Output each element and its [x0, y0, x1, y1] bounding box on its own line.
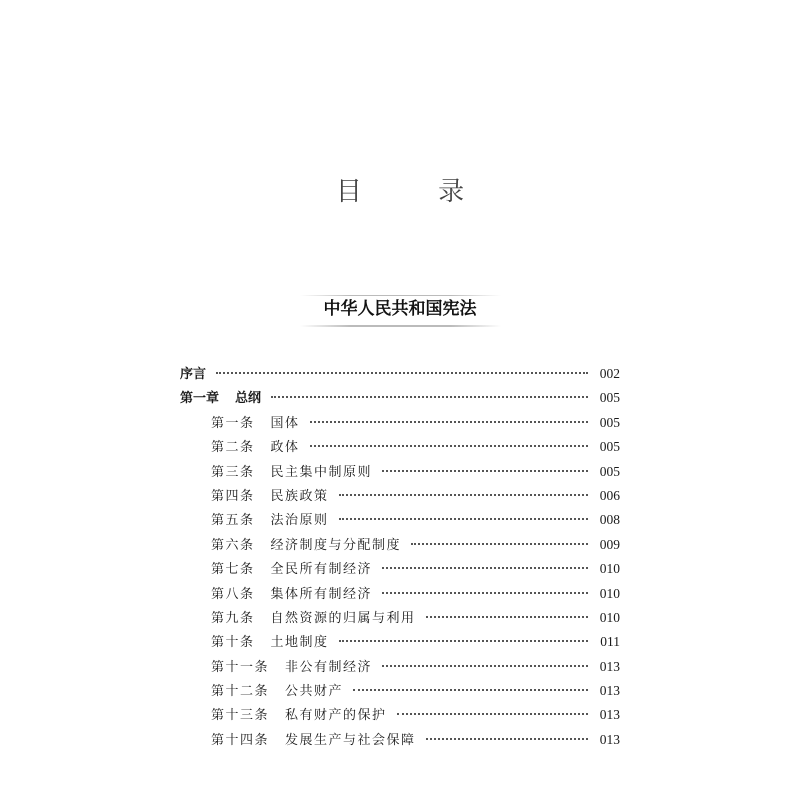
toc-entry[interactable] [180, 460, 620, 484]
toc-entry-article: 第一章 [180, 391, 220, 407]
toc-dot-leader [411, 543, 588, 545]
toc-dot-leader [271, 396, 588, 398]
toc-dot-leader [382, 665, 588, 667]
toc-entry-label [211, 461, 372, 485]
toc-entry[interactable] [180, 435, 620, 459]
toc-entry-label [211, 631, 329, 655]
toc-entry-page: 005 [599, 439, 620, 455]
toc-entry-name: 国体 [270, 415, 300, 431]
toc-entry-name: 全民所有制经济 [270, 562, 373, 578]
toc-entry-label [211, 680, 343, 704]
toc-entry-page: 010 [599, 609, 620, 625]
toc-entry-label [211, 704, 387, 728]
toc-entry-name: 经济制度与分配制度 [270, 537, 402, 553]
toc-entry-name: 民族政策 [270, 488, 329, 504]
toc-dot-leader [339, 518, 588, 520]
toc-entry-label [211, 558, 372, 582]
toc-entry-article: 第五条 [211, 513, 255, 529]
toc-entry[interactable] [180, 411, 620, 435]
toc-entry-article: 第四条 [211, 488, 255, 504]
toc-entry-article: 第十二条 [211, 684, 270, 700]
toc-entry[interactable] [180, 630, 620, 654]
toc-entry-label [211, 412, 300, 436]
toc-entry-article: 第十四条 [211, 732, 270, 748]
toc-dot-leader [426, 738, 588, 740]
toc-dot-leader [216, 372, 588, 374]
toc-entry-name: 自然资源的归属与利用 [270, 610, 416, 626]
toc-entry-name: 政体 [270, 440, 300, 456]
toc-dot-leader [382, 567, 588, 569]
toc-entry-label [180, 387, 261, 411]
toc-entry-page: 009 [599, 536, 620, 552]
toc-entry-article: 第十条 [211, 635, 255, 651]
toc-entry[interactable] [180, 728, 620, 752]
toc-entry-page: 013 [599, 658, 620, 674]
toc-entry[interactable] [180, 508, 620, 532]
toc-dot-leader [382, 592, 588, 594]
toc-entry-article: 第十一条 [211, 659, 270, 675]
toc-dot-leader [339, 640, 588, 642]
toc-entry[interactable] [180, 557, 620, 581]
toc-entry-label [211, 509, 329, 533]
toc-entry-article: 第十三条 [211, 708, 270, 724]
page-title: 目 录 [335, 177, 499, 207]
toc-entry-label [211, 534, 401, 558]
toc-entry-page: 002 [599, 366, 620, 381]
toc-entry-article: 第二条 [211, 440, 255, 456]
toc-entry-page: 013 [599, 683, 620, 699]
toc-dot-leader [382, 470, 588, 472]
toc-entry-article: 第九条 [211, 610, 255, 626]
toc-dot-leader [353, 689, 588, 691]
toc-entry-name: 私有财产的保护 [285, 708, 387, 724]
toc-entry-page: 010 [599, 561, 620, 577]
toc-entry-page: 013 [599, 707, 620, 723]
toc-entry-article: 第三条 [211, 464, 255, 480]
toc-entry-name: 集体所有制经济 [270, 586, 373, 602]
toc-entry-page: 005 [599, 414, 620, 430]
toc-entry[interactable] [180, 582, 620, 606]
toc-entry-label [211, 436, 300, 460]
toc-dot-leader [426, 616, 588, 618]
toc-entry[interactable] [180, 679, 620, 703]
book-title-block [0, 294, 800, 324]
toc-entry-label [180, 363, 206, 387]
toc-entry-label [211, 607, 416, 631]
table-of-contents [180, 362, 620, 752]
toc-entry-page: 005 [599, 390, 620, 406]
toc-entry-article: 第七条 [211, 562, 255, 578]
toc-entry-name: 公共财产 [285, 684, 344, 700]
toc-entry[interactable] [180, 386, 620, 410]
toc-entry[interactable] [180, 533, 620, 557]
toc-entry-label [211, 729, 416, 753]
toc-entry-page: 013 [599, 731, 620, 747]
toc-entry-article: 第八条 [211, 586, 255, 602]
toc-entry[interactable] [180, 703, 620, 727]
toc-dot-leader [310, 445, 588, 447]
toc-entry-article: 第一条 [211, 415, 255, 431]
toc-entry-label [211, 485, 329, 509]
toc-entry[interactable] [180, 655, 620, 679]
toc-entry-article: 第六条 [211, 537, 255, 553]
toc-entry-name: 土地制度 [270, 635, 329, 651]
toc-entry-page: 006 [599, 487, 620, 503]
toc-entry-label [211, 583, 372, 607]
toc-entry-article: 序言 [180, 367, 207, 382]
toc-entry-label [211, 656, 372, 680]
toc-entry-page: 010 [599, 585, 620, 601]
toc-entry[interactable] [180, 362, 620, 386]
toc-dot-leader [339, 494, 588, 496]
toc-entry-page: 005 [599, 463, 620, 479]
toc-entry[interactable] [180, 606, 620, 630]
book-title: 中华人民共和国宪法 [318, 294, 483, 324]
toc-entry-name: 非公有制经济 [285, 659, 373, 675]
toc-entry-page: 008 [599, 512, 620, 528]
toc-entry-name: 总纲 [235, 391, 262, 407]
toc-dot-leader [397, 713, 588, 715]
toc-entry-page: 011 [600, 634, 620, 650]
toc-entry-name: 发展生产与社会保障 [285, 732, 416, 748]
toc-dot-leader [310, 421, 588, 423]
toc-entry[interactable] [180, 484, 620, 508]
toc-entry-name: 民主集中制原则 [270, 464, 373, 480]
toc-entry-name: 法治原则 [270, 513, 329, 529]
